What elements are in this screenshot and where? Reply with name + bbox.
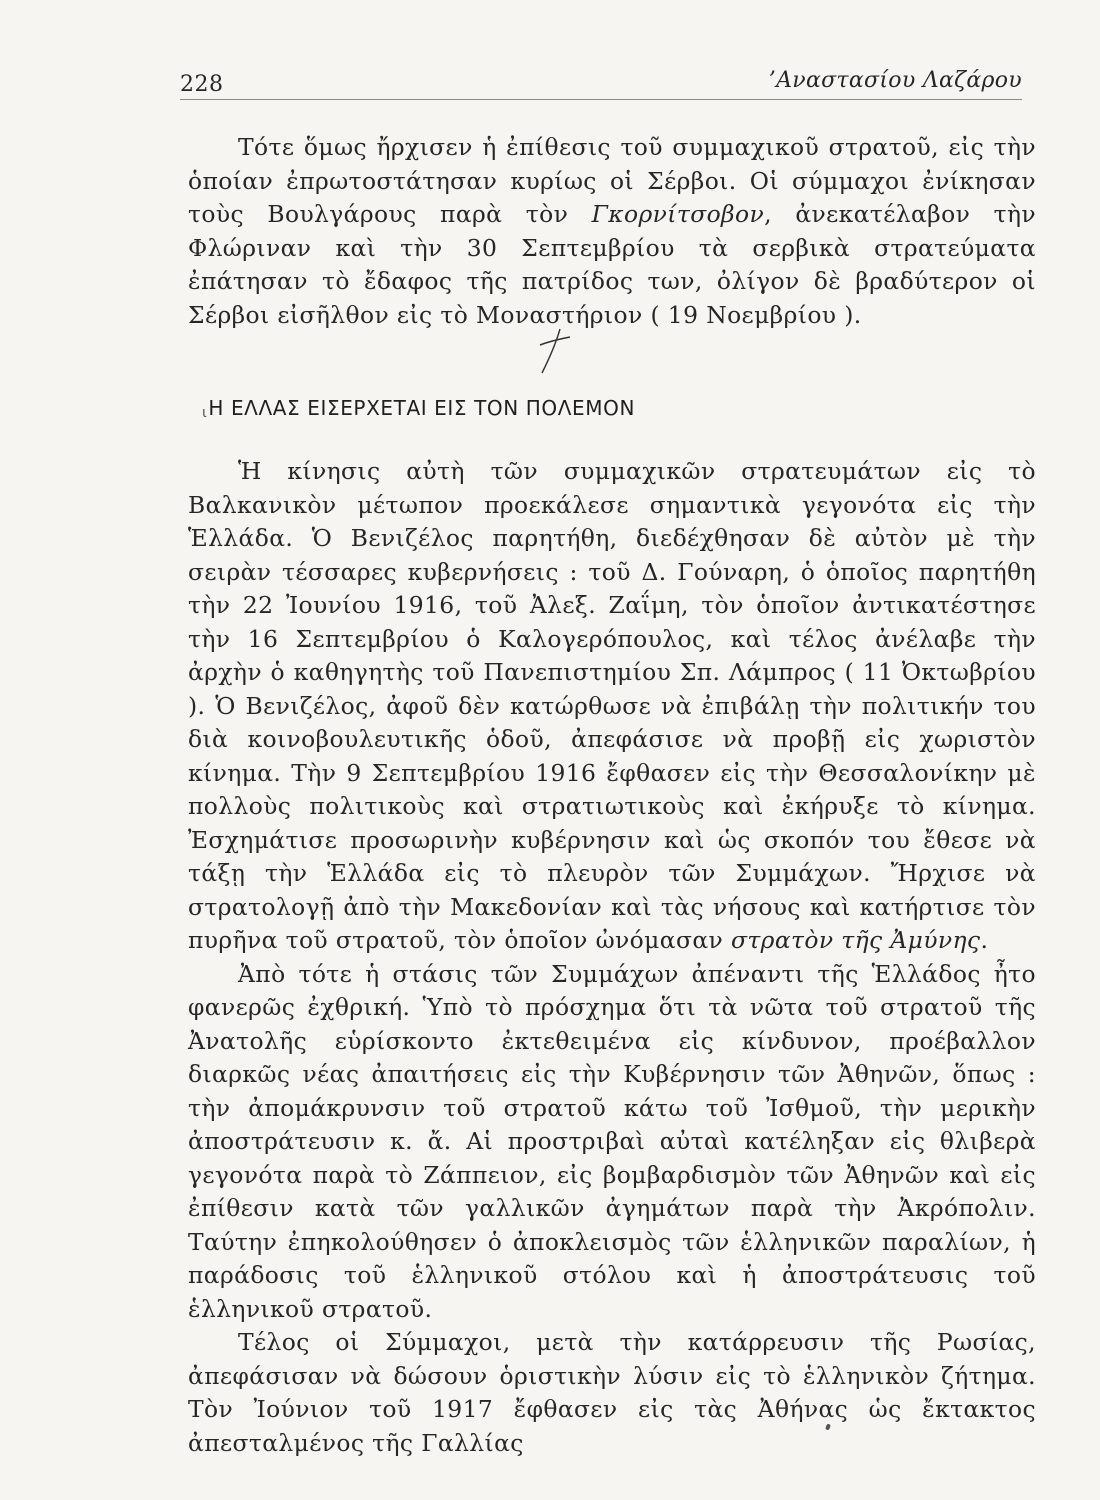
paragraph-2-post: . bbox=[980, 926, 989, 954]
header-rule bbox=[180, 99, 1022, 100]
paragraph-2-pre: Ἡ κίνησις αὐτὴ τῶν συμμαχικῶν στρατευμάτων εἰς τὸ Βαλκανικὸν μέτωπον προεκάλεσε σημαντικὰ γεγονότα εἰς τὴν Ἑλλάδα. Ὁ Βενιζέλος παρητήθη, διεδέχθησαν δὲ αὐτὸν μὲ τὴν σειρὰν τέσσαρες κυβερνήσεις : τοῦ Δ. Γούναρη, ὁ ὁποῖος παρητήθη τὴν 22 Ἰουνίου 1916, τοῦ Ἀλεξ. Ζαΐμη, τὸν ὁποῖον ἀντικατέστησε τὴν 16 Σεπτεμβρίου ὁ Καλογερόπουλος, καὶ τέλος ἀνέλαβε τὴν ἀρχὴν ὁ καθηγητὴς τοῦ Πανεπιστημίου Σπ. Λάμπρος ( 11 Ὀκτωβρίου ). Ὁ Βενιζέλος, ἀφοῦ δὲν κατώρθωσε νὰ ἐπιβάλῃ τὴν πολιτικήν του διὰ κοινοβουλευτικῆς ὁδοῦ, ἀπεφάσισε νὰ προβῇ εἰς χωριστὸν κίνημα. Τὴν 9 Σεπτεμβρίου 1916 ἔφθασεν εἰς τὴν Θεσσαλονίκην μὲ πολλοὺς πολιτικοὺς καὶ στρατιωτικοὺς καὶ ἐκήρυξε τὸ κίνημα. Ἐσχημάτισε προσωρινὴν κυβέρνησιν καὶ ὡς σκοπόν του ἔθεσε νὰ τάξῃ τὴν Ἑλλάδα εἰς τὸ πλευρὸν τῶν Συμμάχων. Ἤρχισε νὰ στρατολογῇ ἀπὸ τὴν Μακεδονίαν καὶ τὰς νήσους καὶ κατήρτισε τὸν πυρῆνα τοῦ στρατοῦ, τὸν ὁποῖον ὠνόμασαν bbox=[188, 457, 1036, 954]
handwritten-cross-mark bbox=[536, 327, 574, 375]
paragraph-4: Τέλος οἱ Σύμμαχοι, μετὰ τὴν κατάρρευσιν τῆς Ρωσίας, ἀπεφάσισαν νὰ δώσουν ὁριστικὴν λύσιν εἰς τὸ ἑλληνικὸν ζήτημα. Τὸν Ἰούνιον τοῦ 1917 ἔφθασεν εἰς τὰς Ἀθήνας ὡς ἔκτακτος ἀπεσταλμένος τῆς Γαλλίας bbox=[188, 1328, 1036, 1457]
paragraph-2 bbox=[188, 455, 1036, 958]
text-block-lower bbox=[188, 455, 1036, 1460]
paragraph-3: Ἀπὸ τότε ἡ στάσις τῶν Συμμάχων ἀπέναντι τῆς Ἑλλάδος ἦτο φανερῶς ἐχθρική. Ὑπὸ τὸ πρόσχημα ὅτι τὰ νῶτα τοῦ στρατοῦ τῆς Ἀνατολῆς εὑρίσκοντο ἐκτεθειμένα εἰς κίνδυνον, προέβαλλον διαρκῶς νέας ἀπαιτήσεις εἰς τὴν Κυβέρνησιν τῶν Ἀθηνῶν, ὅπως : τὴν ἀπομάκρυνσιν τοῦ στρατοῦ κάτω τοῦ Ἰσθμοῦ, τὴν μερικὴν ἀποστράτευσιν κ. ἄ. Αἱ προστριβαὶ αὐταὶ κατέληξαν εἰς θλιβερὰ γεγονότα παρὰ τὸ Ζάππειον, εἰς βομβαρδισμὸν τῶν Ἀθηνῶν καὶ εἰς ἐπίθεσιν κατὰ τῶν γαλλικῶν ἀγημάτων παρὰ τὴν Ἀκρόπολιν. Ταύτην ἐπηκολούθησεν ὁ ἀποκλεισμὸς τῶν ἑλληνικῶν παραλίων, ἡ παράδοσις τοῦ ἑλληνικοῦ στόλου καὶ ἡ ἀποστράτευσις τοῦ ἑλληνικοῦ στρατοῦ. bbox=[188, 959, 1036, 1323]
paragraph-1 bbox=[188, 131, 1036, 332]
army-name: στρατὸν τῆς Ἀμύνης bbox=[730, 926, 981, 954]
page-header bbox=[180, 66, 1022, 102]
section-heading-text: Η ΕΛΛΑΣ ΕΙΣΕΡΧΕΤΑΙ ΕΙΣ ΤΟΝ ΠΟΛΕΜΟΝ bbox=[208, 396, 636, 420]
place-name: Γκορνίτσοβον bbox=[591, 200, 765, 228]
paragraph-1-post: , ἀνεκατέλαβον τὴν Φλώριναν καὶ τὴν 30 Σεπτεμβρίου τὰ σερβικὰ στρατεύματα ἐπάτησαν τὸ ἔδαφος τῆς πατρίδος των, ὀλίγον δὲ βραδύτερον οἱ Σέρβοι εἰσῆλθον εἰς τὸ Μοναστήριον ( 19 Νοεμβρίου ). bbox=[188, 200, 1036, 329]
running-head: ’Αναστασίου Λαζάρου bbox=[768, 68, 1022, 93]
paragraph-1-pre: Τότε ὅμως ἤρχισεν ἡ ἐπίθεσις τοῦ συμμαχικοῦ στρατοῦ, εἰς τὴν ὁποίαν ἐπρωτοστάτησαν κυρίως οἱ Σέρβοι. Οἱ σύμμαχοι ἐνίκησαν τοὺς Βουλγάρους παρὰ τὸν bbox=[188, 133, 1036, 228]
section-heading bbox=[202, 396, 635, 421]
text-block-upper bbox=[188, 131, 1036, 332]
page-number: 228 bbox=[180, 72, 224, 97]
heading-mark: ι bbox=[202, 405, 208, 421]
